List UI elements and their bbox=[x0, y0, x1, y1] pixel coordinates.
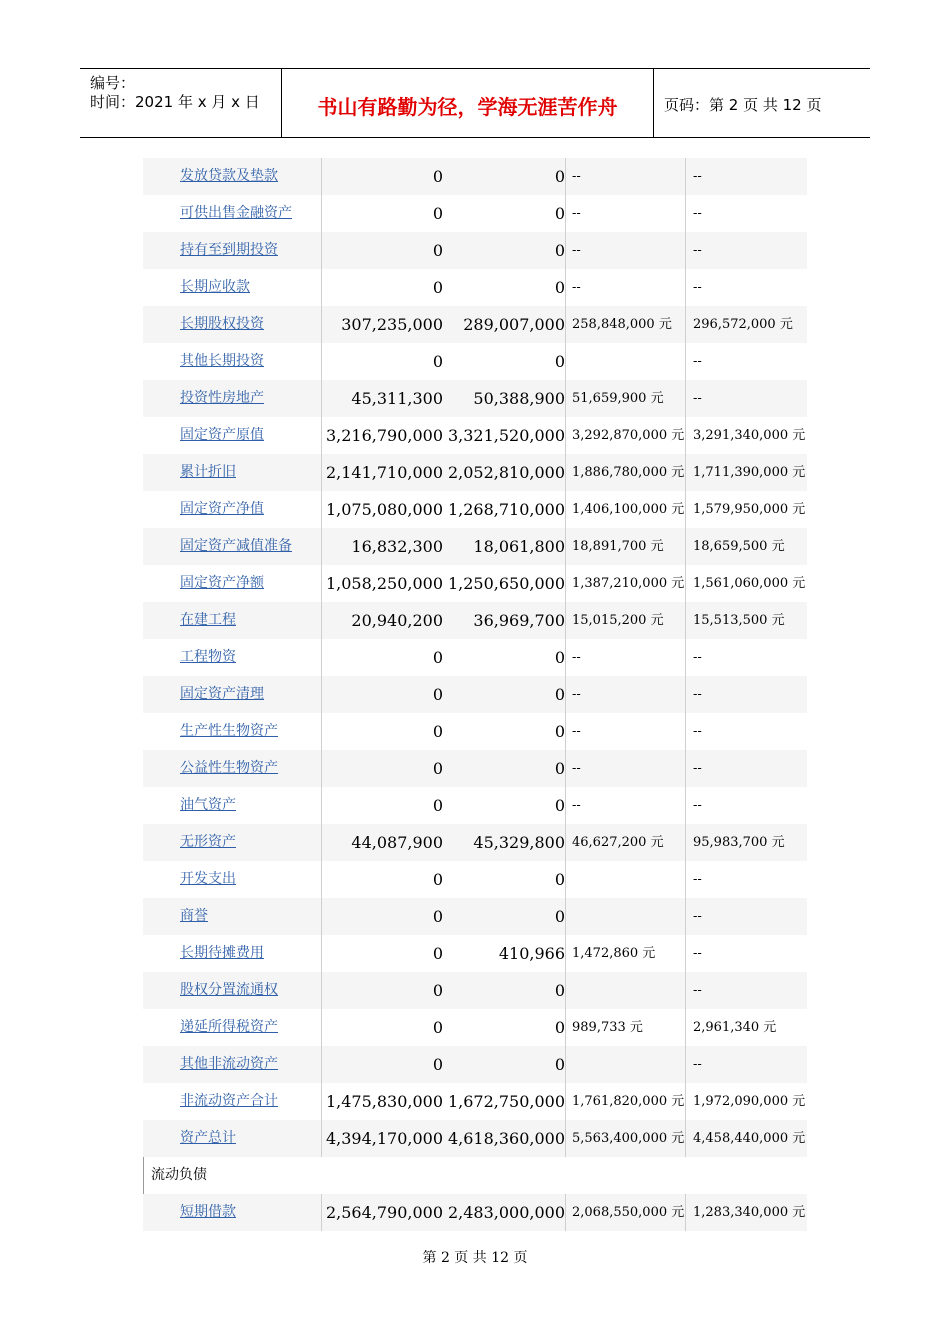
row-label-cell bbox=[143, 1046, 321, 1083]
row-value-col4: -- bbox=[685, 787, 807, 824]
header-motto-cell bbox=[282, 69, 654, 137]
row-label-cell bbox=[143, 1083, 321, 1120]
section-row bbox=[143, 1157, 807, 1194]
row-value-col1: 0 bbox=[321, 676, 443, 713]
row-label-cell bbox=[143, 639, 321, 676]
table-row bbox=[143, 528, 807, 565]
row-value-col4: 95,983,700 元 bbox=[685, 824, 807, 861]
row-value-col2: 0 bbox=[554, 278, 565, 297]
row-label-link[interactable]: 开发支出 bbox=[180, 871, 236, 887]
row-value-col2: 0 bbox=[554, 685, 565, 704]
row-value-col1: 3,216,790,000 bbox=[321, 417, 443, 454]
row-value-col2: 0 bbox=[554, 1018, 565, 1037]
row-value-col1: 0 bbox=[321, 232, 443, 269]
row-value-col3: -- bbox=[565, 269, 685, 306]
row-label-link[interactable]: 固定资产原值 bbox=[180, 427, 264, 443]
row-value-col4: 3,291,340,000 元 bbox=[685, 417, 807, 454]
row-value-col2: 0 bbox=[554, 352, 565, 371]
row-value-col1: 1,058,250,000 bbox=[321, 565, 443, 602]
row-value-col3: -- bbox=[565, 639, 685, 676]
row-value-col3: -- bbox=[565, 787, 685, 824]
table-row bbox=[143, 417, 807, 454]
row-value-col3: -- bbox=[565, 750, 685, 787]
row-label-cell bbox=[143, 232, 321, 269]
row-value-col4: 2,961,340 元 bbox=[685, 1009, 807, 1046]
row-value-col1: 0 bbox=[321, 158, 443, 195]
row-value-col1: 20,940,200 bbox=[321, 602, 443, 639]
balance-sheet-table bbox=[143, 158, 807, 1231]
table-row bbox=[143, 602, 807, 639]
row-label-cell bbox=[143, 935, 321, 972]
table-row bbox=[143, 306, 807, 343]
row-value-col3: 1,472,860 元 bbox=[565, 935, 685, 972]
table-row bbox=[143, 343, 807, 380]
row-value-col1: 0 bbox=[321, 935, 443, 972]
row-value-col2: 0 bbox=[554, 648, 565, 667]
row-label-link[interactable]: 持有至到期投资 bbox=[180, 242, 278, 258]
row-value-col4: 1,711,390,000 元 bbox=[685, 454, 807, 491]
row-value-col4: -- bbox=[685, 750, 807, 787]
row-value-col3: 5,563,400,000 元 bbox=[565, 1120, 685, 1157]
row-value-col2: 2,483,000,000 bbox=[447, 1203, 565, 1222]
row-value-col4: -- bbox=[685, 343, 807, 380]
row-label-link[interactable]: 固定资产净额 bbox=[180, 575, 264, 591]
page-footer: 第 2 页 共 12 页 bbox=[422, 1250, 528, 1266]
table-row bbox=[143, 158, 807, 195]
table-row bbox=[143, 195, 807, 232]
row-value-col2: 2,052,810,000 bbox=[447, 463, 565, 482]
row-value-col4: -- bbox=[685, 713, 807, 750]
row-label-link[interactable]: 固定资产清理 bbox=[180, 686, 264, 702]
row-value-col4: -- bbox=[685, 972, 807, 1009]
row-label-cell bbox=[143, 343, 321, 380]
row-value-col4: 18,659,500 元 bbox=[685, 528, 807, 565]
row-value-col3 bbox=[565, 343, 685, 380]
row-value-col3: 1,761,820,000 元 bbox=[565, 1083, 685, 1120]
row-label-link[interactable]: 其他非流动资产 bbox=[180, 1056, 278, 1072]
row-label-link[interactable]: 油气资产 bbox=[180, 797, 236, 813]
row-value-col1: 44,087,900 bbox=[321, 824, 443, 861]
row-label-link[interactable]: 短期借款 bbox=[180, 1204, 236, 1220]
row-value-col3: -- bbox=[565, 195, 685, 232]
row-value-col1: 307,235,000 bbox=[321, 306, 443, 343]
row-label-cell bbox=[143, 528, 321, 565]
row-label-cell bbox=[143, 602, 321, 639]
row-value-col3: -- bbox=[565, 232, 685, 269]
row-label-link[interactable]: 投资性房地产 bbox=[180, 390, 264, 406]
row-value-col4: 1,972,090,000 元 bbox=[685, 1083, 807, 1120]
row-value-col1: 0 bbox=[321, 750, 443, 787]
row-value-col1: 2,141,710,000 bbox=[321, 454, 443, 491]
table-row bbox=[143, 639, 807, 676]
row-value-col4: -- bbox=[685, 158, 807, 195]
row-value-col2: 1,672,750,000 bbox=[447, 1092, 565, 1111]
row-label-cell bbox=[143, 713, 321, 750]
row-label-link[interactable]: 在建工程 bbox=[180, 612, 236, 628]
row-value-col4: 4,458,440,000 元 bbox=[685, 1120, 807, 1157]
row-label-cell bbox=[143, 972, 321, 1009]
row-label-link[interactable]: 递延所得税资产 bbox=[180, 1019, 278, 1035]
row-value-col1: 0 bbox=[321, 195, 443, 232]
row-label-link[interactable]: 资产总计 bbox=[180, 1130, 236, 1146]
row-label-cell bbox=[143, 417, 321, 454]
row-label-cell bbox=[143, 454, 321, 491]
row-label-link[interactable]: 工程物资 bbox=[180, 649, 236, 665]
row-value-col2: 410,966 bbox=[498, 944, 565, 963]
table-row bbox=[143, 269, 807, 306]
row-value-col4: -- bbox=[685, 861, 807, 898]
row-label-link[interactable]: 累计折旧 bbox=[180, 464, 236, 480]
row-label-cell bbox=[143, 750, 321, 787]
row-label-link[interactable]: 商誉 bbox=[180, 908, 208, 924]
table-row bbox=[143, 935, 807, 972]
row-value-col1: 0 bbox=[321, 1046, 443, 1083]
row-value-col2: 0 bbox=[554, 167, 565, 186]
row-value-col2: 45,329,800 bbox=[473, 833, 565, 852]
row-value-col2: 0 bbox=[554, 1055, 565, 1074]
row-value-col3 bbox=[565, 861, 685, 898]
table-row bbox=[143, 861, 807, 898]
table-row bbox=[143, 824, 807, 861]
row-value-col4: 1,561,060,000 元 bbox=[685, 565, 807, 602]
row-label-link[interactable]: 固定资产减值准备 bbox=[180, 538, 292, 554]
row-value-col4: -- bbox=[685, 269, 807, 306]
row-value-col1: 1,475,830,000 bbox=[321, 1083, 443, 1120]
row-value-col4: -- bbox=[685, 676, 807, 713]
row-value-col3: 258,848,000 元 bbox=[565, 306, 685, 343]
row-value-col3: 18,891,700 元 bbox=[565, 528, 685, 565]
row-label-cell bbox=[143, 306, 321, 343]
table-row bbox=[143, 750, 807, 787]
row-value-col3: 1,387,210,000 元 bbox=[565, 565, 685, 602]
page-info: 页码：第 2 页 共 12 页 bbox=[664, 96, 822, 114]
page-header bbox=[80, 68, 870, 138]
table-row bbox=[143, 787, 807, 824]
row-label-cell bbox=[143, 787, 321, 824]
row-value-col4: -- bbox=[685, 1046, 807, 1083]
table-row bbox=[143, 1083, 807, 1120]
row-value-col3: 46,627,200 元 bbox=[565, 824, 685, 861]
table-row bbox=[143, 1120, 807, 1157]
row-value-col1: 0 bbox=[321, 639, 443, 676]
row-value-col3: 1,886,780,000 元 bbox=[565, 454, 685, 491]
row-value-col3 bbox=[565, 898, 685, 935]
row-value-col3: -- bbox=[565, 713, 685, 750]
row-value-col4: -- bbox=[685, 195, 807, 232]
row-value-col2: 0 bbox=[554, 981, 565, 1000]
row-label-link[interactable]: 长期股权投资 bbox=[180, 316, 264, 332]
row-value-col4: 1,579,950,000 元 bbox=[685, 491, 807, 528]
time-label: 时间：2021 年 x 月 x 日 bbox=[90, 93, 260, 111]
row-value-col2: 0 bbox=[554, 204, 565, 223]
table-row bbox=[143, 491, 807, 528]
header-meta-cell bbox=[80, 69, 282, 137]
motto-text: 书山有路勤为径，学海无涯苦作舟 bbox=[317, 95, 618, 119]
table-row bbox=[143, 380, 807, 417]
row-label-link[interactable]: 发放贷款及垫款 bbox=[180, 168, 278, 184]
row-label-cell bbox=[143, 195, 321, 232]
row-value-col1: 0 bbox=[321, 343, 443, 380]
row-value-col2: 0 bbox=[554, 870, 565, 889]
number-label: 编号： bbox=[90, 74, 136, 92]
row-value-col2: 0 bbox=[554, 796, 565, 815]
row-value-col1: 1,075,080,000 bbox=[321, 491, 443, 528]
table-row bbox=[143, 232, 807, 269]
row-value-col3: 3,292,870,000 元 bbox=[565, 417, 685, 454]
row-label-cell bbox=[143, 898, 321, 935]
row-label-link[interactable]: 可供出售金融资产 bbox=[180, 205, 292, 221]
row-value-col2: 4,618,360,000 bbox=[447, 1129, 565, 1148]
table-row bbox=[143, 898, 807, 935]
row-value-col2: 1,250,650,000 bbox=[447, 574, 565, 593]
row-value-col3: -- bbox=[565, 158, 685, 195]
row-label-cell bbox=[143, 380, 321, 417]
row-value-col2: 3,321,520,000 bbox=[447, 426, 565, 445]
row-value-col1: 0 bbox=[321, 269, 443, 306]
table-row bbox=[143, 1046, 807, 1083]
row-value-col2: 50,388,900 bbox=[473, 389, 565, 408]
row-value-col1: 2,564,790,000 bbox=[321, 1194, 443, 1231]
row-value-col4: -- bbox=[685, 380, 807, 417]
row-value-col1: 4,394,170,000 bbox=[321, 1120, 443, 1157]
row-value-col2: 0 bbox=[554, 907, 565, 926]
row-value-col4: -- bbox=[685, 639, 807, 676]
row-value-col3: 2,068,550,000 元 bbox=[565, 1194, 685, 1231]
row-label-link[interactable]: 长期应收款 bbox=[180, 279, 250, 295]
row-value-col3 bbox=[565, 972, 685, 1009]
row-label-cell bbox=[143, 1194, 321, 1231]
row-value-col1: 45,311,300 bbox=[321, 380, 443, 417]
row-label-link[interactable]: 生产性生物资产 bbox=[180, 723, 278, 739]
table-row bbox=[143, 1009, 807, 1046]
row-value-col1: 0 bbox=[321, 787, 443, 824]
row-value-col4: -- bbox=[685, 898, 807, 935]
row-label-cell bbox=[143, 861, 321, 898]
row-value-col4: 296,572,000 元 bbox=[685, 306, 807, 343]
row-value-col3: 1,406,100,000 元 bbox=[565, 491, 685, 528]
row-value-col2: 0 bbox=[554, 722, 565, 741]
row-value-col3: 51,659,900 元 bbox=[565, 380, 685, 417]
row-label-cell bbox=[143, 1009, 321, 1046]
table-row bbox=[143, 1194, 807, 1231]
row-label-link[interactable]: 公益性生物资产 bbox=[180, 760, 278, 776]
table-row bbox=[143, 565, 807, 602]
row-value-col2: 1,268,710,000 bbox=[447, 500, 565, 519]
row-value-col4: 1,283,340,000 元 bbox=[685, 1194, 807, 1231]
table-row bbox=[143, 972, 807, 1009]
row-label-cell bbox=[143, 269, 321, 306]
row-value-col1: 0 bbox=[321, 713, 443, 750]
table-row bbox=[143, 713, 807, 750]
row-label-cell bbox=[143, 1120, 321, 1157]
header-page-cell bbox=[654, 69, 870, 137]
row-value-col4: 15,513,500 元 bbox=[685, 602, 807, 639]
row-label-cell bbox=[143, 565, 321, 602]
row-label-link[interactable]: 固定资产净值 bbox=[180, 501, 264, 517]
row-value-col2: 18,061,800 bbox=[473, 537, 565, 556]
row-value-col2: 0 bbox=[554, 241, 565, 260]
row-value-col3: 15,015,200 元 bbox=[565, 602, 685, 639]
row-value-col4: -- bbox=[685, 232, 807, 269]
row-value-col1: 0 bbox=[321, 861, 443, 898]
row-label-cell bbox=[143, 824, 321, 861]
row-value-col1: 16,832,300 bbox=[321, 528, 443, 565]
row-value-col2: 36,969,700 bbox=[473, 611, 565, 630]
row-label-link[interactable]: 非流动资产合计 bbox=[180, 1093, 278, 1109]
section-label: 流动负债 bbox=[143, 1157, 207, 1194]
table-row bbox=[143, 676, 807, 713]
row-value-col3 bbox=[565, 1046, 685, 1083]
row-value-col1: 0 bbox=[321, 972, 443, 1009]
row-value-col4: -- bbox=[685, 935, 807, 972]
row-label-cell bbox=[143, 491, 321, 528]
row-label-cell bbox=[143, 676, 321, 713]
row-value-col2: 0 bbox=[554, 759, 565, 778]
row-value-col1: 0 bbox=[321, 1009, 443, 1046]
row-label-link[interactable]: 其他长期投资 bbox=[180, 353, 264, 369]
row-label-cell bbox=[143, 158, 321, 195]
row-value-col3: 989,733 元 bbox=[565, 1009, 685, 1046]
row-label-link[interactable]: 无形资产 bbox=[180, 834, 236, 850]
table-row bbox=[143, 454, 807, 491]
row-label-link[interactable]: 长期待摊费用 bbox=[180, 945, 264, 961]
row-value-col2: 289,007,000 bbox=[463, 315, 565, 334]
row-value-col1: 0 bbox=[321, 898, 443, 935]
row-label-link[interactable]: 股权分置流通权 bbox=[180, 982, 278, 998]
row-value-col3: -- bbox=[565, 676, 685, 713]
